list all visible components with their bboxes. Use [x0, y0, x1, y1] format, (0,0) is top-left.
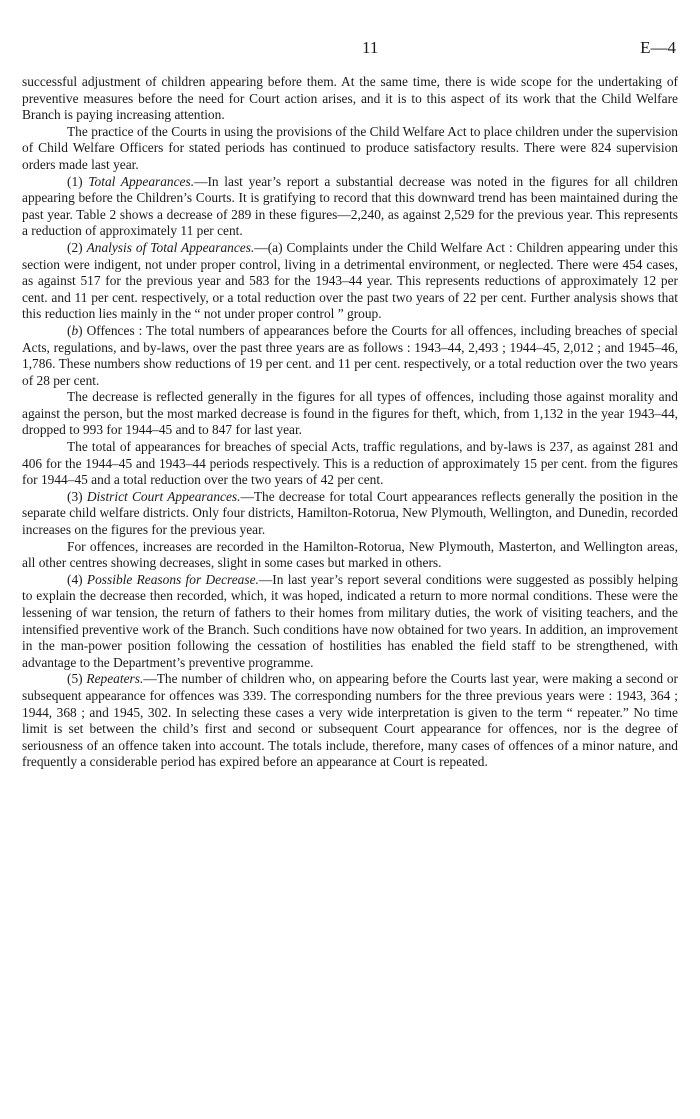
- section-heading: Possible Reasons for Decrease.: [86, 571, 259, 587]
- paragraph-district-court: (3) District Court Appearances.—The decrease for total Court appearances reflects generally the position in the separate child welfare districts. Only four districts, Hamilton-Rotorua, New Plymouth, Wellington, and Dunedin, recorded increases on the figures for the previous year.: [22, 488, 678, 538]
- section-heading: Analysis of Total Appearances.: [86, 239, 255, 255]
- paragraph-offence-areas: For offences, increases are recorded in the Hamilton-Rotorua, New Plymouth, Masterton, and Wellington areas, all other centres showing decreases, slight in some cases but marked in others.: [22, 538, 678, 571]
- section-heading: Repeaters.: [86, 671, 144, 687]
- paragraph-special-acts: The total of appearances for breaches of special Acts, traffic regulations, and by-laws is 237, as against 281 and 406 for the 1944–45 and 1943–44 periods respectively. This is a reduction of approximately 15 per cent. from the figures for 1944–45 and a total reduction over the two years of 42 per cent.: [22, 439, 678, 488]
- paragraph-analysis: (2) Analysis of Total Appearances.—(a) Complaints under the Child Welfare Act : Children appearing under this section were indigent, not under proper control, living in a detrimental environment, or neglected. There were 454 cases, as against 517 for the previous year and 583 for the 1943–44 year. This represents reductions of approximately 12 per cent. and 11 per cent. respectively, or a total reduction over the past two years of 22 per cent. Further analysis shows that this reduction lies mainly in the “ not under proper control ” group.: [22, 239, 678, 322]
- paragraph-offences: (b) Offences : The total numbers of appearances before the Courts for all offences, including breaches of special Acts, regulations, and by-laws, over the past three years are as follows : 1943–44, 2,493 ; 1944–45, 2,012 ; and 1945–46, 1,786. These numbers show reductions of 19 per cent. and 11 per cent. respectively, or a total reduction over the two years of 28 per cent.: [22, 322, 678, 388]
- paragraph-supervision-orders: The practice of the Courts in using the provisions of the Child Welfare Act to place children under the supervision of Child Welfare Officers for stated periods has continued to produce satisfactory results. There were 824 supervision orders made last year.: [22, 123, 678, 172]
- subsection-letter: b: [71, 322, 79, 338]
- paragraph-total-appearances: (1) Total Appearances.—In last year’s report a substantial decrease was noted in the figures for all children appearing before the Children’s Courts. It is gratifying to record that this downward trend has been maintained during the past year. Table 2 shows a decrease of 289 in these figures—2,240, as against 2,529 for the previous year. This represents a reduction of approximately 11 per cent.: [22, 173, 679, 239]
- section-heading: District Court Appearances.: [86, 488, 241, 504]
- document-series-code: E—4: [640, 38, 676, 57]
- paragraph-repeaters: (5) Repeaters.—The number of children who, on appearing before the Courts last year, were making a second or subsequent appearance for offences was 339. The corresponding numbers for the three previous years were : 1943, 364 ; 1944, 368 ; and 1945, 302. In selecting these cases a very wide interpretation is given to the term “ repeater.” No time limit is set between the child’s first and second or subsequent Court appearance for offences, nor is the degree of seriousness of an offence taken into account. The totals include, therefore, many cases of offences of a minor nature, and frequently a considerable period has expired before an appearance at Court is repeated.: [22, 671, 678, 770]
- paragraph-possible-reasons: (4) Possible Reasons for Decrease.—In last year’s report several conditions were suggested as possibly helping to explain the decrease then recorded, which, it was hoped, indicated a return to more normal conditions. These were the lessening of war tension, the return of fathers to their homes from military duties, the work of visiting teachers, and the intensified preventive work of the Branch. Such conditions have now obtained for two years. In addition, an improvement in the man-power position following the cessation of hostilities has enabled the field staff to be strengthened, with advantage to the Department’s preventive programme.: [22, 571, 679, 670]
- paragraph-offence-types: The decrease is reflected generally in the figures for all types of offences, including those against morality and against the person, but the most marked decrease is found in the figures for theft, which, from 1,132 in the year 1943–44, dropped to 993 for 1944–45 and to 847 for last year.: [22, 389, 678, 438]
- section-heading: Total Appearances.: [88, 173, 195, 189]
- paragraph-intro-continuation: successful adjustment of children appearing before them. At the same time, there is wide scope for the undertaking of preventive measures before the need for Court action arises, and it is to this aspect of its work that the Child Welfare Branch is paying increasing attention.: [22, 74, 678, 123]
- page-number: 11: [362, 38, 379, 57]
- page-header: [22, 40, 678, 74]
